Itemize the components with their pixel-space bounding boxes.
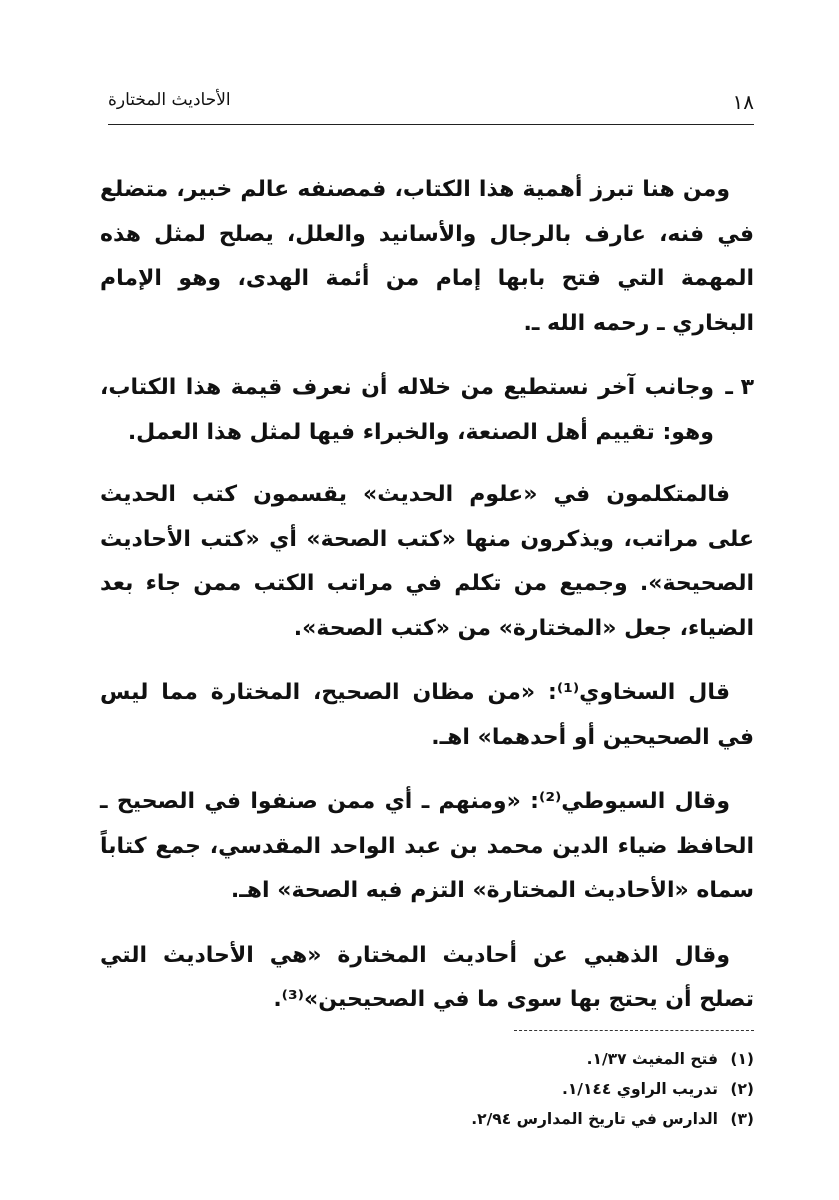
list-item-number: ٣ ـ — [725, 375, 754, 400]
running-title: الأحاديث المختارة — [108, 90, 231, 110]
footnote-2 — [400, 1074, 754, 1104]
main-text — [100, 168, 754, 1043]
footnotes — [400, 1044, 754, 1134]
footnote-text: فتح المغيث ١/٣٧. — [586, 1050, 718, 1068]
paragraph-3: قال السخاوي⁽¹⁾: «من مظان الصحيح، المختارة مما ليس في الصحيحين أو أحدهما» اهـ. — [100, 680, 754, 750]
paragraph-2: فالمتكلمون في «علوم الحديث» يقسمون كتب الحديث على مراتب، ويذكرون منها «كتب الصحة» أي «كتب الأحاديث الصحيحة». وجميع من تكلم في مراتب الكتب ممن جاء بعد الضياء، جعل «المختارة» من «كتب الصحة». — [100, 482, 754, 641]
footnote-1 — [400, 1044, 754, 1074]
footnote-3 — [400, 1104, 754, 1134]
list-item-3 — [100, 366, 754, 455]
footnote-separator — [514, 1030, 754, 1031]
header-rule — [108, 124, 754, 125]
footnote-text: الدارس في تاريخ المدارس ٢/٩٤. — [471, 1110, 718, 1128]
paragraph-4: وقال السيوطي⁽²⁾: «ومنهم ـ أي ممن صنفوا في الصحيح ـ الحافظ ضياء الدين محمد بن عبد الواحد المقدسي، جمع كتاباً سماه «الأحاديث المختارة» التزم فيه الصحة» اهـ. — [100, 789, 754, 903]
footnote-number: (٢) — [730, 1080, 754, 1098]
footnote-number: (١) — [730, 1050, 754, 1068]
paragraph-5: وقال الذهبي عن أحاديث المختارة «هي الأحاديث التي تصلح أن يحتج بها سوى ما في الصحيحين»⁽³⁾. — [100, 942, 754, 1012]
paragraph-1: ومن هنا تبرز أهمية هذا الكتاب، فمصنفه عالم خبير، متضلع في فنه، عارف بالرجال والأسانيد والعلل، يصلح لمثل هذه المهمة التي فتح بابها إمام من أئمة الهدى، وهو الإمام البخاري ـ رحمه الله ـ. — [100, 177, 754, 336]
footnote-number: (٣) — [730, 1110, 754, 1128]
page-number: ١٨ — [732, 90, 754, 114]
list-item-text: وجانب آخر نستطيع من خلاله أن نعرف قيمة هذا الكتاب، وهو: تقييم أهل الصنعة، والخبراء فيها لمثل هذا العمل. — [100, 375, 714, 445]
footnote-text: تدريب الراوي ١/١٤٤. — [561, 1080, 718, 1098]
page-header — [108, 82, 754, 122]
